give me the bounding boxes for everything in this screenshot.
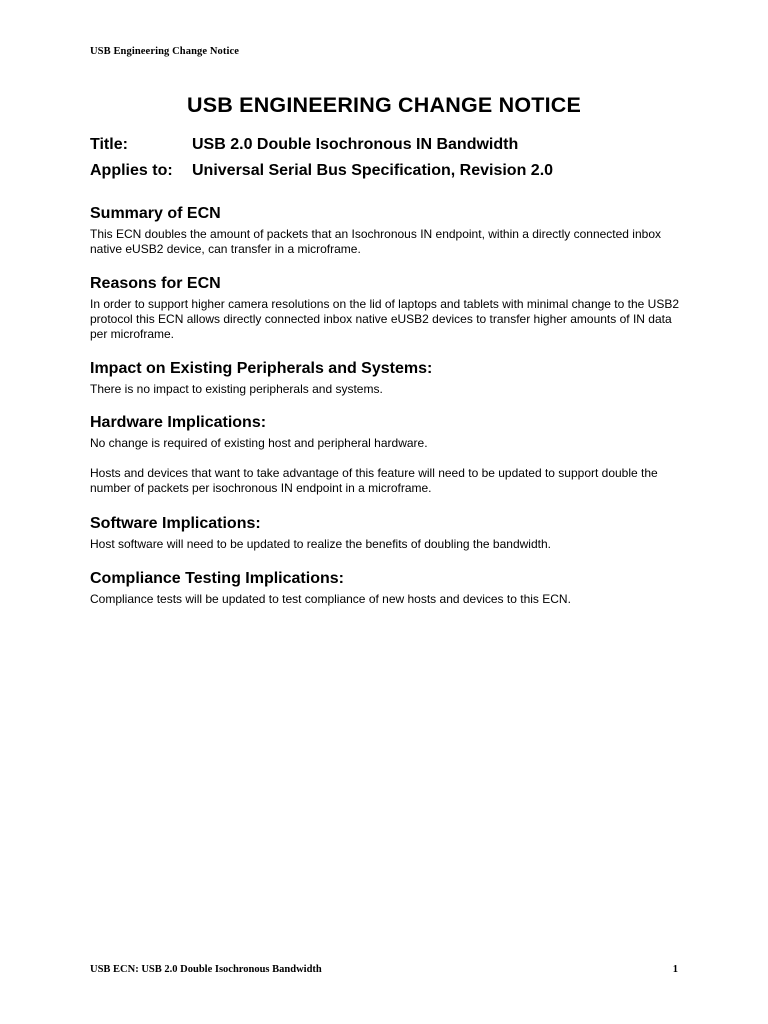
section-summary: [90, 204, 690, 257]
title-value: USB 2.0 Double Isochronous IN Bandwidth: [192, 136, 519, 153]
document-title: USB ENGINEERING CHANGE NOTICE: [186, 93, 582, 117]
section-paragraph: There is no impact to existing peripherals and systems.: [90, 382, 383, 396]
section-heading: Software Implications:: [90, 515, 261, 532]
section-paragraph: Host software will need to be updated to realize the benefits of doubling the bandwidth.: [90, 537, 551, 551]
applies-to-row: [90, 162, 553, 180]
section-heading: Impact on Existing Peripherals and Systems:: [90, 360, 433, 377]
title-label: Title:: [90, 136, 128, 153]
section-compliance: [90, 569, 690, 607]
applies-to-label: Applies to:: [90, 162, 173, 179]
section-heading: Compliance Testing Implications:: [90, 570, 344, 587]
section-reasons: [90, 274, 690, 343]
applies-to-value: Universal Serial Bus Specification, Revision 2.0: [192, 162, 554, 179]
section-paragraph: Compliance tests will be updated to test compliance of new hosts and devices to this ECN.: [90, 592, 571, 606]
running-header: USB Engineering Change Notice: [90, 46, 240, 57]
section-heading: Reasons for ECN: [90, 275, 221, 292]
section-impact: [90, 359, 690, 397]
section-hardware: [90, 413, 690, 497]
section-paragraph: In order to support higher camera resolutions on the lid of laptops and tablets with minimal change to the USB2 protocol this ECN allows directly connected inbox native eUSB2 devices to transfer higher amounts of IN data per microframe.: [90, 297, 680, 342]
section-heading: Summary of ECN: [90, 205, 221, 222]
section-paragraph: Hosts and devices that want to take advantage of this feature will need to be updated to support double the number of packets per isochronous IN endpoint in a microframe.: [90, 466, 658, 496]
section-paragraph: No change is required of existing host and peripheral hardware.: [90, 436, 428, 450]
running-footer: USB ECN: USB 2.0 Double Isochronous Bandwidth: [90, 964, 322, 975]
section-heading: Hardware Implications:: [90, 414, 267, 431]
title-row: [90, 136, 518, 154]
section-paragraph: This ECN doubles the amount of packets that an Isochronous IN endpoint, within a directly connected inbox native eUSB2 device, can transfer in a microframe.: [90, 227, 661, 257]
page-number: 1: [672, 964, 678, 975]
section-software: [90, 514, 690, 552]
